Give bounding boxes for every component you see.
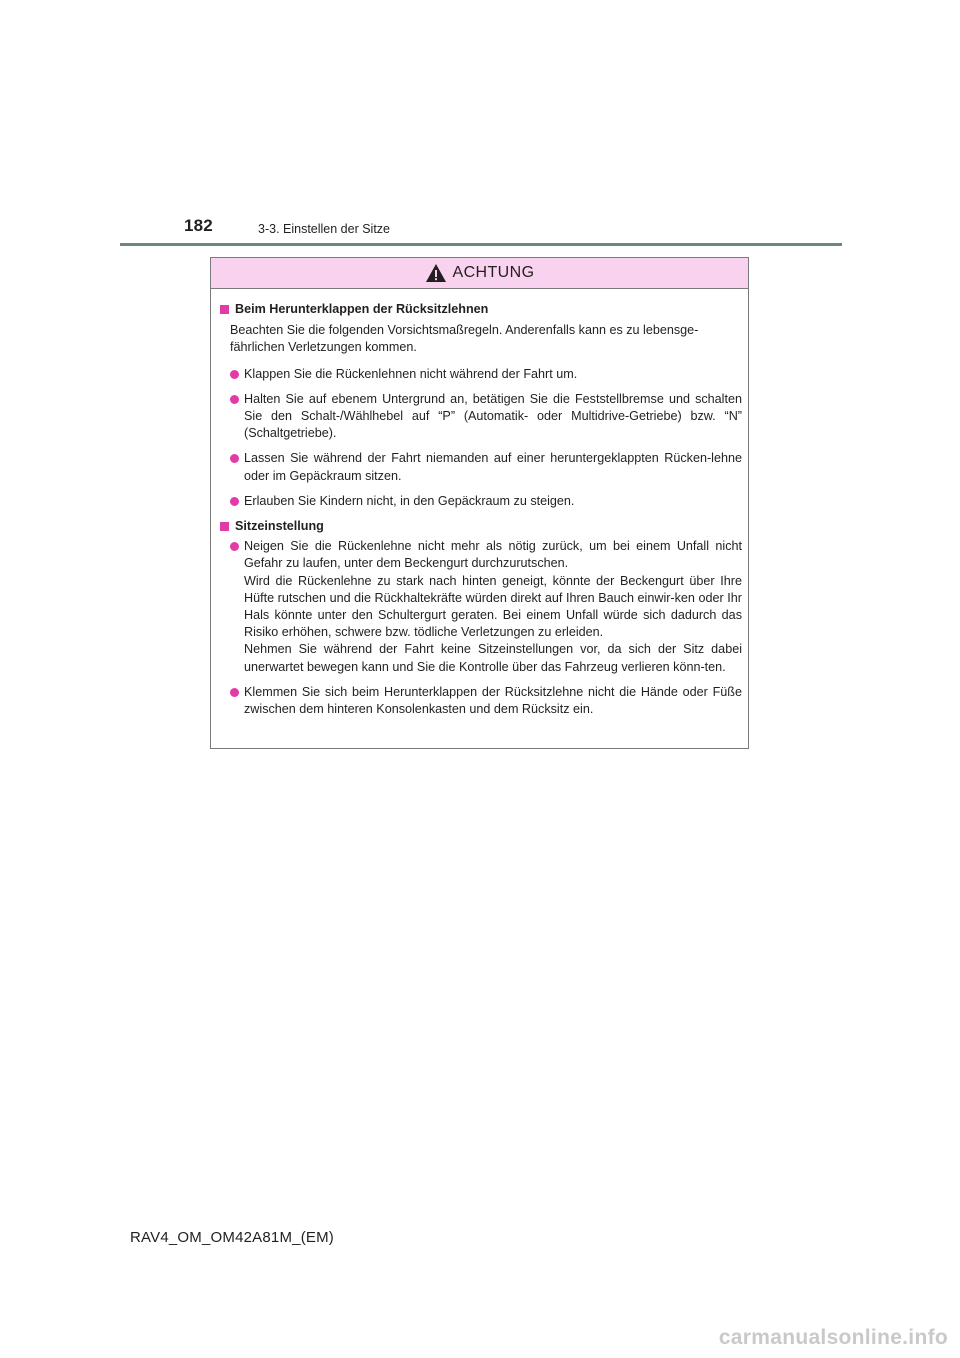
list-item-text: Halten Sie auf ebenem Untergrund an, betätigen Sie die Feststellbremse und schalten Sie den Schalt-/Wählhebel auf “P” (Automatik- oder Multidrive-Getriebe) bzw. “N” (Schaltgetriebe). — [244, 391, 742, 441]
section-heading — [220, 518, 742, 535]
warning-header — [211, 258, 748, 289]
dot-bullet-icon — [230, 454, 239, 463]
square-bullet-icon — [220, 305, 229, 314]
dot-bullet-icon — [230, 370, 239, 379]
list-item — [220, 391, 742, 443]
section-heading — [220, 301, 742, 318]
dot-bullet-icon — [230, 497, 239, 506]
list-item — [220, 366, 742, 383]
section-folding-rear-seats — [220, 301, 742, 510]
warning-triangle-icon — [425, 263, 447, 283]
list-item — [220, 684, 742, 718]
document-code: RAV4_OM_OM42A81M_(EM) — [130, 1229, 334, 1246]
list-item — [220, 538, 742, 676]
header-divider — [120, 243, 842, 246]
square-bullet-icon — [220, 522, 229, 531]
warning-body — [211, 289, 748, 718]
list-item-text: Erlauben Sie Kindern nicht, in den Gepäckraum zu steigen. — [244, 493, 575, 508]
section-title: 3-3. Einstellen der Sitze — [258, 222, 391, 236]
page-number: 182 — [184, 216, 213, 235]
list-item-text: Lassen Sie während der Fahrt niemanden auf einer heruntergeklappten Rücken-lehne oder im Gepäckraum sitzen. — [244, 451, 742, 483]
list-item-text: Klappen Sie die Rückenlehnen nicht während der Fahrt um. — [244, 366, 578, 381]
warning-box — [210, 257, 749, 749]
section-heading-text: Sitzeinstellung — [235, 519, 324, 534]
list-item — [220, 450, 742, 484]
dot-bullet-icon — [230, 542, 239, 551]
list-item-text: Neigen Sie die Rückenlehne nicht mehr als nötig zurück, um bei einem Unfall nicht Gefahr zu laufen, unter dem Beckengurt durchzurutschen. Wird die Rückenlehne zu stark nach hinten geneigt, könnte der Beckengurt über Ihre Hüfte rutschen und die Rückhaltekräfte würden direkt auf Ihren Bauch einwir-ken oder Ihr Hals könnte unter den Schultergurt geraten. Bei einem Unfall würde sich dadurch das Risiko erhöhen, schwere bzw. tödliche Verletzungen zu erleiden. Nehmen Sie während der Fahrt keine Sitzeinstellungen vor, da sich der Sitz dabei unerwartet bewegen kann und Sie die Kontrolle über das Fahrzeug verlieren könn-ten. — [244, 539, 742, 674]
section-intro: Beachten Sie die folgenden Vorsichtsmaßregeln. Anderenfalls kann es zu lebensge-fährlichen Verletzungen kommen. — [230, 323, 699, 355]
page-header — [0, 0, 960, 250]
list-item-text: Klemmen Sie sich beim Herunterklappen der Rücksitzlehne nicht die Hände oder Füße zwischen dem hinteren Konsolenkasten und dem Rücksitz ein. — [244, 684, 742, 717]
dot-bullet-icon — [230, 688, 239, 697]
section-seat-adjustment — [220, 518, 742, 718]
watermark: carmanualsonline.info — [718, 1326, 948, 1349]
list-item — [220, 493, 742, 510]
warning-title: ACHTUNG — [452, 264, 535, 281]
dot-bullet-icon — [230, 395, 239, 404]
section-heading-text: Beim Herunterklappen der Rücksitzlehnen — [235, 302, 489, 316]
